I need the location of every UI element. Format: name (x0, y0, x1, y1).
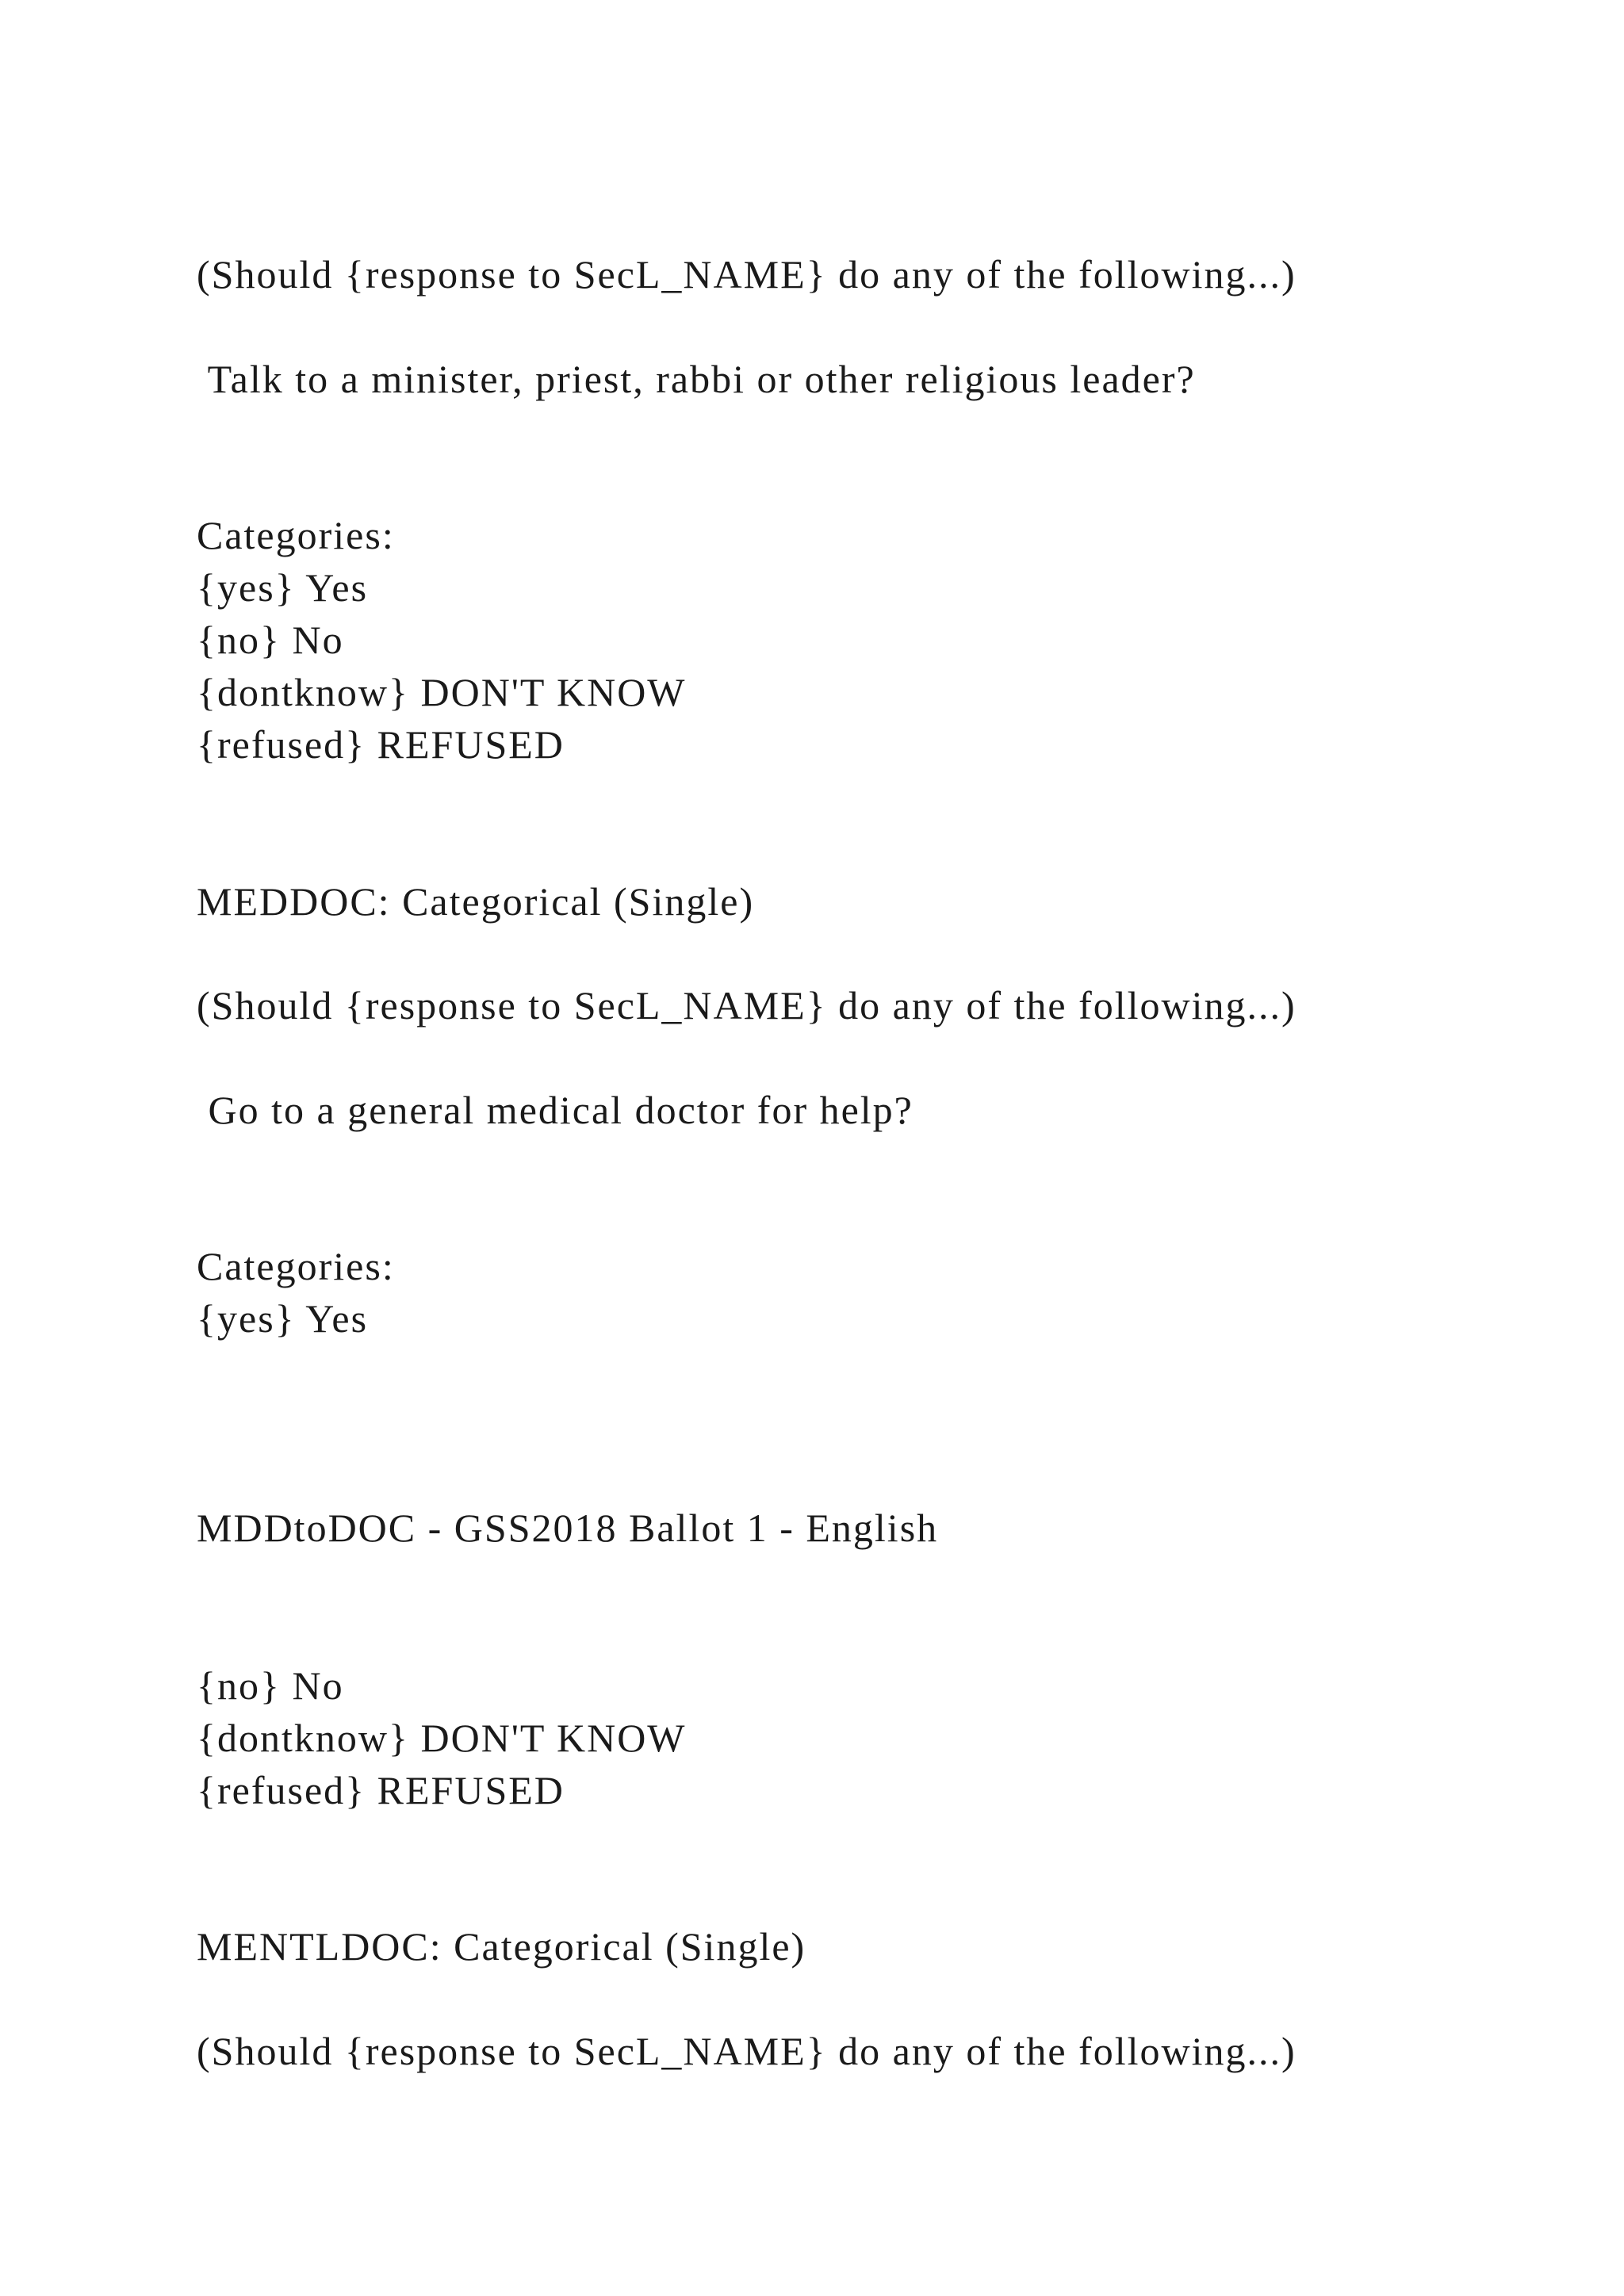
variable-heading: MENTLDOC: Categorical (Single) (197, 1924, 806, 1969)
page-footer: MDDtoDOC - GSS2018 Ballot 1 - English (197, 1506, 939, 1550)
category-item: {yes} Yes (197, 565, 369, 610)
question-text: Talk to a minister, priest, rabbi or other religious leader? (197, 357, 1196, 401)
question-intro: (Should {response to SecL_NAME} do any of the following...) (197, 2029, 1297, 2073)
category-item: {yes} Yes (197, 1296, 369, 1341)
question-text: Go to a general medical doctor for help? (197, 1088, 914, 1132)
categories-label: Categories: (197, 513, 395, 557)
category-item: {refused} REFUSED (197, 722, 565, 767)
category-item: {dontknow} DON'T KNOW (197, 670, 687, 714)
category-item: {dontknow} DON'T KNOW (197, 1716, 687, 1760)
question-intro: (Should {response to SecL_NAME} do any of the following...) (197, 983, 1297, 1027)
category-item: {refused} REFUSED (197, 1768, 565, 1812)
variable-heading: MEDDOC: Categorical (Single) (197, 879, 755, 924)
question-intro: (Should {response to SecL_NAME} do any of the following...) (197, 252, 1297, 297)
categories-label: Categories: (197, 1244, 395, 1288)
category-item: {no} No (197, 618, 344, 662)
category-item: {no} No (197, 1663, 344, 1708)
